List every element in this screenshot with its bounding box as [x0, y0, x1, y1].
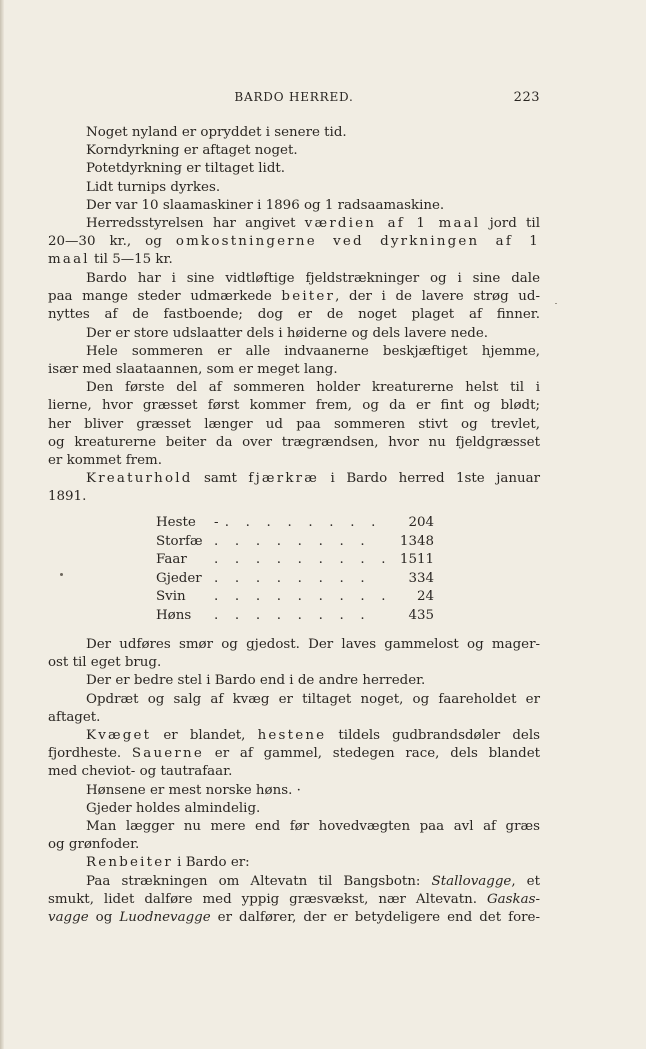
- table-row: [156, 514, 434, 533]
- italic-place-name: Gaskas-: [486, 891, 540, 907]
- table-row: [156, 570, 434, 589]
- leader-dots: . . . . . . . . .: [214, 589, 392, 605]
- text-line: Renbeiter i Bardo er:: [86, 855, 250, 871]
- row-label: Høns: [156, 607, 192, 623]
- leader-dots: . . . . . . . .: [214, 607, 371, 623]
- text-line: Der var 10 slaamaskiner i 1896 og 1 radsaamaskine.: [86, 197, 445, 213]
- text-line: aftaget.: [48, 709, 101, 725]
- text-line: fjordheste. Sauerne er af gammel, stedegen race, dels blandet: [48, 746, 541, 762]
- text-line: Den første del af sommeren holder kreaturerne helst til i: [86, 380, 540, 396]
- row-label: Storfæ: [156, 533, 203, 549]
- text-line: lierne, hvor græsset først kommer frem, og da er fint og blødt;: [48, 398, 540, 414]
- row-value: 1511: [399, 552, 434, 568]
- text-line: maal til 5—15 kr.: [48, 252, 173, 268]
- spaced-text: Kreaturhold: [86, 471, 193, 487]
- text-line: og kreaturerne beiter da over trægrændsen, hvor nu fjeldgræsset: [48, 434, 540, 450]
- page-number: 223: [513, 90, 540, 105]
- text-line: Lidt turnips dyrkes.: [86, 179, 221, 195]
- spaced-text: beiter: [281, 289, 336, 305]
- text-line: Kreaturhold samt fjærkræ i Bardo herred 1ste januar: [86, 471, 540, 487]
- italic-place-name: vagge: [48, 910, 89, 926]
- spaced-text: hestene: [257, 728, 327, 744]
- table-row: [156, 588, 434, 607]
- text-line: vagge og Luodnevagge er dalfører, der er betydeligere end det fore-: [48, 910, 540, 926]
- italic-place-name: Luodnevagge: [119, 910, 211, 926]
- row-value: 435: [408, 607, 434, 623]
- text-line: Opdræt og salg af kvæg er tiltaget noget, og faareholdet er: [86, 691, 540, 707]
- paragraph-husbandry: [48, 636, 540, 927]
- text-line: Korndyrkning er aftaget noget.: [86, 143, 298, 159]
- page-header: [48, 90, 540, 110]
- text-line: og grønfoder.: [48, 837, 140, 853]
- row-value: 24: [416, 589, 434, 605]
- spaced-text: Sauerne: [131, 746, 204, 762]
- row-value: 334: [408, 570, 434, 586]
- spaced-text: Kvæget: [86, 728, 152, 744]
- spaced-text: maal: [48, 252, 90, 268]
- text-line: Gjeder holdes almindelig.: [86, 800, 261, 816]
- table-row: [156, 607, 434, 626]
- text-line: Potetdyrkning er tiltaget lidt.: [86, 161, 286, 177]
- text-line: 20—30 kr., og omkostningerne ved dyrkningen af 1: [48, 234, 540, 250]
- text-line: paa mange steder udmærkede beiter, der i de lavere strøg ud-: [48, 289, 541, 305]
- table-row: [156, 551, 434, 570]
- text-line: Hele sommeren er alle indvaanerne beskjæftiget hjemme,: [86, 343, 540, 359]
- text-line: Der er bedre stel i Bardo end i de andre herreder.: [86, 673, 426, 689]
- text-line: her bliver græsset længer ud paa sommeren stivt og trevlet,: [48, 416, 540, 432]
- row-label: Heste: [156, 515, 196, 530]
- text-line: Herredsstyrelsen har angivet værdien af 1 maal jord til: [86, 216, 540, 232]
- spaced-text: Renbeiter: [86, 855, 173, 871]
- print-speck: [555, 303, 557, 304]
- livestock-table: [156, 514, 434, 626]
- text-line: nyttes af de fastboende; dog er de noget plaget af finner.: [48, 307, 540, 323]
- text-line: især med slaataannen, som er meget lang.: [48, 362, 338, 378]
- leader-dots: -. . . . . . . .: [214, 515, 382, 530]
- text-line: Bardo har i sine vidtløftige fjeldstrækninger og i sine dale: [86, 271, 540, 286]
- row-value: 204: [408, 515, 434, 530]
- leader-dots: . . . . . . . .: [214, 533, 371, 549]
- row-label: Faar: [156, 552, 187, 568]
- text-line: Der udføres smør og gjedost. Der laves gammelost og mager-: [86, 637, 540, 652]
- italic-place-name: Stallovagge: [431, 873, 512, 889]
- table-row: [156, 533, 434, 552]
- leader-dots: . . . . . . . . .: [214, 552, 392, 568]
- print-speck: [60, 573, 63, 576]
- text-line: Hønsene er mest norske høns. ·: [86, 782, 301, 798]
- text-line: Man lægger nu mere end før hovedvægten paa avl af græs: [86, 819, 540, 835]
- text-line: Noget nyland er opryddet i senere tid.: [86, 125, 347, 140]
- text-line: Paa strækningen om Altevatn til Bangsbotn: Stallovagge, et: [86, 873, 540, 889]
- text-line: ost til eget brug.: [48, 655, 162, 671]
- text-line: med cheviot- og tautrafaar.: [48, 764, 233, 780]
- spaced-text: fjærkræ: [248, 471, 320, 487]
- row-value: 1348: [399, 533, 434, 549]
- page-edge: [0, 0, 4, 1049]
- spaced-text: omkostningerne ved dyrkningen af 1: [175, 234, 540, 250]
- text-line: smukt, lidet dalføre med yppig græsvækst, nær Altevatn. Gaskas-: [48, 891, 540, 907]
- paragraph-pastures: [48, 270, 540, 507]
- leader-dots: . . . . . . . .: [214, 570, 371, 586]
- text-line: Kvæget er blandet, hestene tildels gudbrandsdøler dels: [86, 728, 540, 744]
- row-label: Svin: [156, 589, 186, 605]
- row-label: Gjeder: [156, 570, 202, 586]
- text-line: 1891.: [48, 489, 87, 505]
- text-line: Der er store udslaatter dels i høiderne og dels lavere nede.: [86, 325, 489, 341]
- paragraph-agriculture: [48, 124, 540, 270]
- text-line: er kommet frem.: [48, 453, 162, 469]
- spaced-text: værdien af 1 maal: [304, 216, 481, 232]
- running-title: BARDO HERRED.: [234, 90, 354, 104]
